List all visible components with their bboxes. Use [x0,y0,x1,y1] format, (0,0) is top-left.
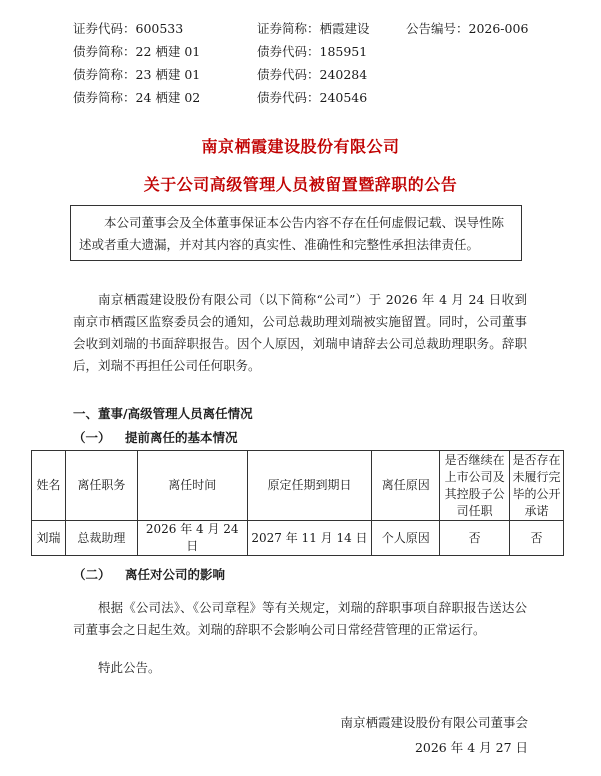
subsection-2-title: 离任对公司的影响 [125,567,226,582]
board-guarantee-text: 本公司董事会及全体董事保证本公告内容不存在任何虚假记载、误导性陈述或者重大遗漏，并对其内容的真实性、准确性和完整性承担法律责任。 [79,215,505,252]
bond-code-2: 债券代码：240284 [257,67,368,82]
bond-code-1: 债券代码：185951 [257,44,368,59]
company-title: 南京栖霞建设股份有限公司 [201,137,400,156]
table-header-cell: 原定任期到期日 [247,451,372,521]
table-cell: 2026 年 4 月 24 日 [137,521,247,556]
stock-code: 证券代码：600533 [73,21,184,36]
subsection-1-title: 提前离任的基本情况 [125,430,238,445]
table-header-cell: 姓名 [32,451,66,521]
bond-short-name-1: 债券简称：22 栖建 01 [73,44,201,59]
table-cell: 否 [440,521,510,556]
table-header-cell: 离任原因 [372,451,440,521]
bond-short-name-3: 债券简称：24 栖建 02 [73,90,201,105]
subsection-2-heading [73,565,225,583]
resignation-table [31,450,564,556]
announcement-number: 公告编号：2026-006 [406,21,529,36]
table-header-cell: 离任职务 [65,451,137,521]
subsection-2-number: （二） [73,567,111,582]
table-cell: 刘瑞 [32,521,66,556]
table-header-row [32,451,564,521]
table-cell: 否 [510,521,564,556]
table-header-cell: 离任时间 [137,451,247,521]
closing-text: 特此公告。 [98,660,161,675]
table-cell: 2027 年 11 月 14 日 [247,521,372,556]
table-header-cell: 是否继续在上市公司及其控股子公司任职 [440,451,510,521]
table-cell: 总裁助理 [65,521,137,556]
impact-paragraph: 根据《公司法》、《公司章程》等有关规定，刘瑞的辞职事项自辞职报告送达公司董事会之日起生效。刘瑞的辞职不会影响公司日常经营管理的正常运行。 [73,600,527,637]
subsection-1-number: （一） [73,430,111,445]
signature-date: 2026 年 4 月 27 日 [414,740,528,755]
subsection-1-heading [73,428,238,446]
bond-short-name-2: 债券简称：23 栖建 01 [73,67,201,82]
signature-organization: 南京栖霞建设股份有限公司董事会 [340,715,528,730]
section-1-heading: 一、董事/高级管理人员离任情况 [73,406,253,421]
announcement-title: 关于公司高级管理人员被留置暨辞职的公告 [143,175,458,194]
table-cell: 个人原因 [372,521,440,556]
table-header-cell: 是否存在未履行完毕的公开承诺 [510,451,564,521]
intro-paragraph: 南京栖霞建设股份有限公司（以下简称“公司”）于 2026 年 4 月 24 日收到南京市栖霞区监察委员会的通知，公司总裁助理刘瑞被实施留置。同时，公司董事会收到刘瑞的书面辞职报告。因个人原因，刘瑞申请辞去公司总裁助理职务。辞职后，刘瑞不再担任公司任何职务。 [73,292,527,373]
board-guarantee-notice [70,205,522,261]
stock-short-name: 证券简称：栖霞建设 [257,21,370,36]
bond-code-3: 债券代码：240546 [257,90,368,105]
table-row [32,521,564,556]
